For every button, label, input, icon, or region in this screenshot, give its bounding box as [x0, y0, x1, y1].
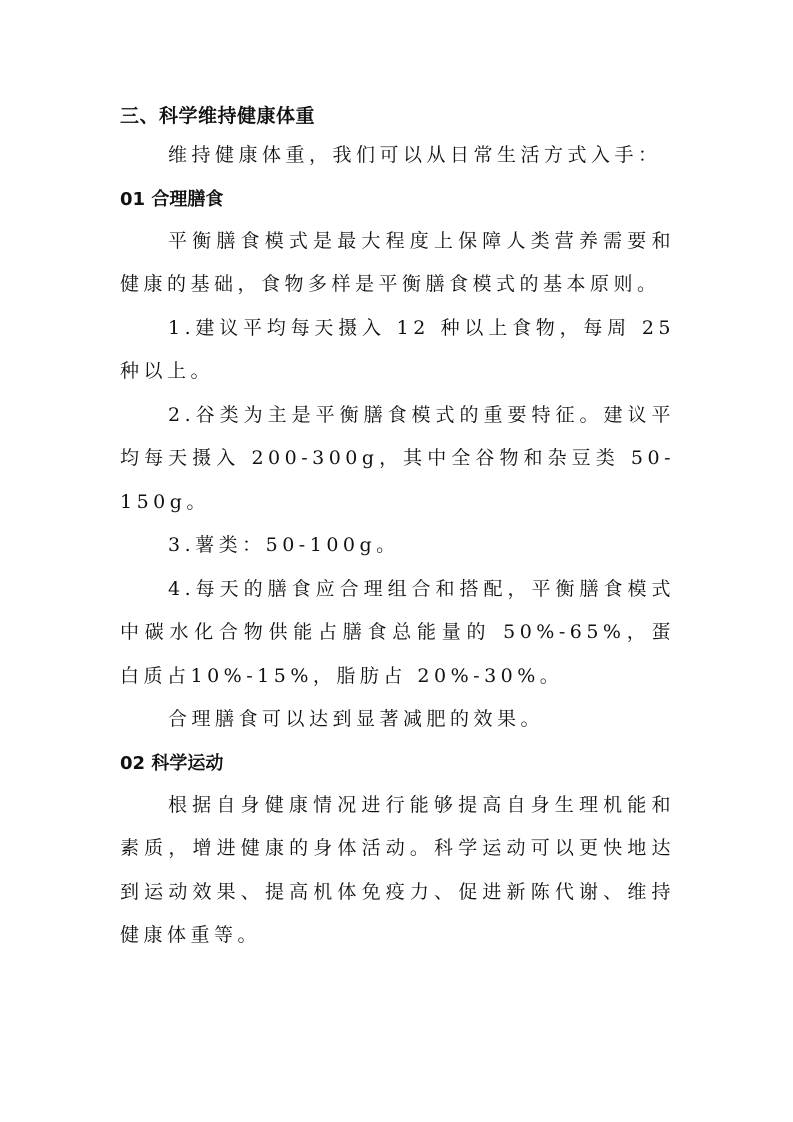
diet-paragraph-4: 3.薯类：50-100g。 [168, 534, 400, 556]
diet-paragraph-2: 1.建议平均每天摄入 12 种以上食物，每周 25 种以上。 [120, 316, 675, 382]
diet-heading: 01 合理膳食 [120, 188, 224, 210]
diet-paragraph-5: 4.每天的膳食应合理组合和搭配，平衡膳食模式中碳水化合物供能占膳食总能量的 50%-65%，蛋白质占10%-15%，脂肪占 20%-30%。 [120, 577, 675, 687]
intro-paragraph: 维持健康体重，我们可以从日常生活方式入手： [168, 144, 662, 166]
section-title: 三、科学维持健康体重 [120, 105, 316, 127]
exercise-paragraph-1: 根据自身健康情况进行能够提高自身生理机能和素质，增进健康的身体活动。科学运动可以更快地达到运动效果、提高机体免疫力、促进新陈代谢、维持健康体重等。 [120, 793, 675, 946]
diet-paragraph-1: 平衡膳食模式是最大程度上保障人类营养需要和健康的基础，食物多样是平衡膳食模式的基本原则。 [120, 229, 675, 295]
diet-paragraph-3: 2.谷类为主是平衡膳食模式的重要特征。建议平均每天摄入 200-300g，其中全谷物和杂豆类 50-150g。 [120, 403, 675, 513]
document-page [120, 98, 675, 958]
diet-paragraph-6: 合理膳食可以达到显著减肥的效果。 [168, 708, 545, 730]
exercise-heading: 02 科学运动 [120, 752, 224, 774]
